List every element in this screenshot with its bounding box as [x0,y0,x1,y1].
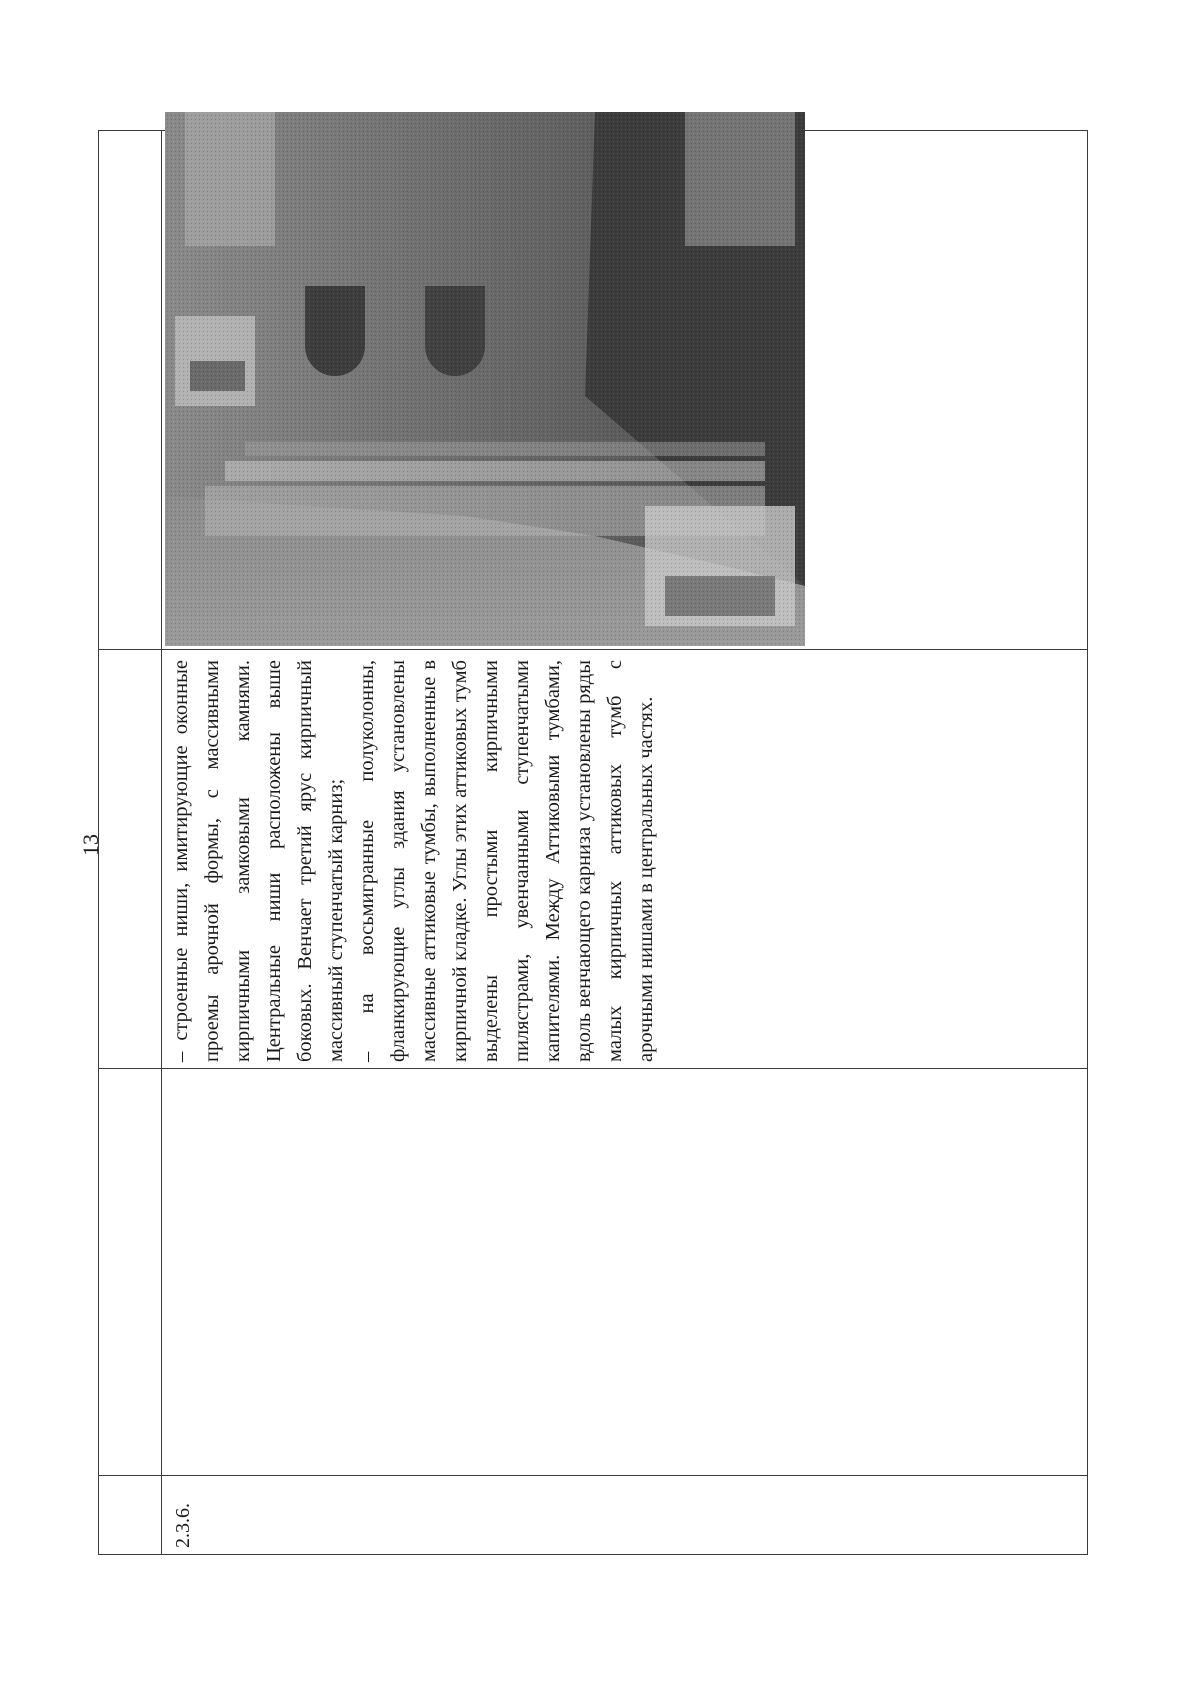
description-paragraph-1: – строенные ниши, имитирующие оконные проемы арочной формы, с массивными кирпичными замковыми камнями. Центральные ниши расположены выше боковых. Венчает третий ярус кирпичный массивный ступенчатый карниз; [170,660,347,1062]
rotated-document [78,135,1088,1555]
item-number: 2.3.6. [172,1503,194,1548]
building-photo [165,112,805,646]
description-paragraph-2: – на восьмигранные полуколонны, фланкирующие углы здания установлены массивные аттиковые тумбы, выполненные в кирпичной кладке. Углы этих аттиковых тумб выделены простыми кирпичными пилястрами, увенчанными ступенчатыми капителями. Между Аттиковыми тумбами, вдоль венчающего карниза установлены ряды малых кирпичных аттиковых тумб с арочными нишами в центральных частях. [356,660,657,1062]
table-header-row [99,131,162,1555]
heritage-table [98,130,1088,1555]
page-number: 13 [78,834,103,856]
header-cell-3 [99,650,162,1069]
description-text [162,650,662,1068]
building-photo-image [165,112,805,646]
header-cell-2 [99,1069,162,1476]
description-cell [162,650,1088,1069]
item-number-cell [162,1476,1088,1555]
empty-cell [162,1069,1088,1476]
header-cell-number [99,1476,162,1555]
photo-cell [162,131,1088,650]
header-cell-4 [99,131,162,650]
table-row [162,131,1088,1555]
